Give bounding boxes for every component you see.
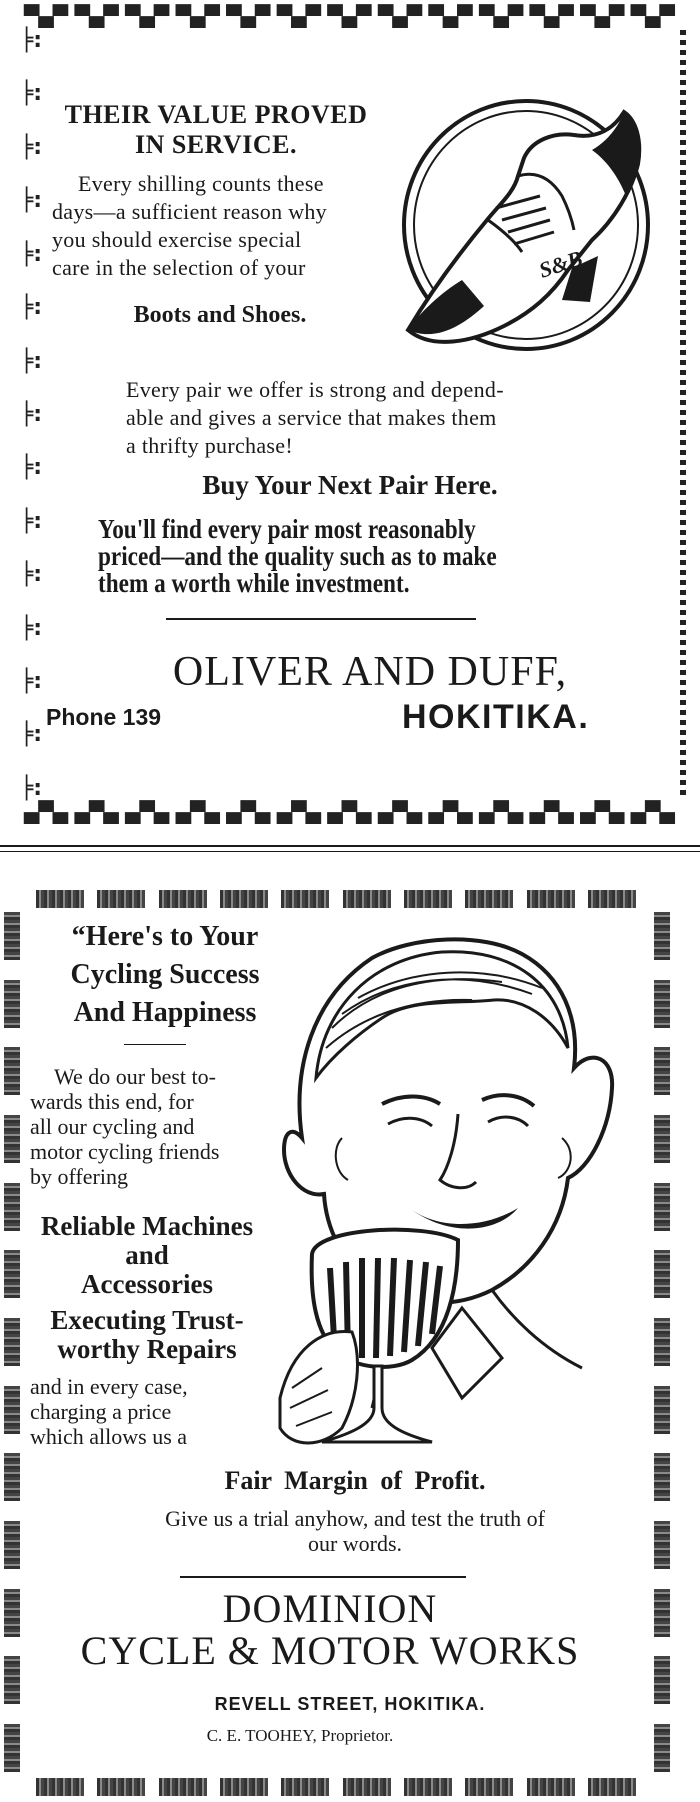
- body-paragraph: [126, 376, 646, 460]
- ornament: ▄▀▄: [630, 800, 674, 824]
- trial-paragraph: [60, 1506, 650, 1556]
- body-line: able and gives a service that makes them: [126, 405, 497, 430]
- border-block: [527, 890, 575, 908]
- ornament: ╞:: [20, 188, 43, 214]
- ornament: ▀▄▀: [226, 4, 270, 28]
- ornament: ▄▀▄: [175, 800, 219, 824]
- short-divider: [124, 1044, 186, 1045]
- border-block: [281, 890, 329, 908]
- headline-line: Cycling Success: [70, 959, 260, 990]
- ornament: ╞:: [20, 134, 43, 160]
- border-block: [654, 1250, 670, 1298]
- intro-line: We do our best to-: [54, 1064, 216, 1089]
- ornament: ▀▄▀: [74, 4, 118, 28]
- offer-line: Executing Trust-: [50, 1305, 244, 1335]
- ornament: ╞:: [20, 401, 43, 427]
- border-block: [36, 890, 84, 908]
- border-block: [654, 1589, 670, 1637]
- column-separator-rule: [0, 851, 700, 852]
- border-block: [4, 980, 20, 1028]
- intro-line: all our cycling and: [30, 1114, 195, 1139]
- ornament: ▀▄▀: [377, 4, 422, 28]
- border-block: [4, 1183, 20, 1231]
- intro-line: motor cycling friends: [30, 1139, 220, 1164]
- ornamental-border-right: [658, 30, 698, 800]
- border-block: [654, 1183, 670, 1231]
- divider-rule: [166, 618, 476, 620]
- pricing-line: charging a price: [30, 1399, 172, 1424]
- man-with-glass-illustration: [262, 928, 648, 1454]
- border-block: [97, 890, 145, 908]
- border-block: [4, 912, 20, 960]
- ornament: ▄▀▄: [580, 800, 624, 824]
- border-block: [404, 890, 452, 908]
- trial-line: Give us a trial anyhow, and test the truth of: [165, 1506, 545, 1531]
- border-block: [4, 1318, 20, 1366]
- pricing-line: which allows us a: [30, 1424, 188, 1449]
- ornament: ▀▄▀: [580, 4, 624, 28]
- border-block: [465, 1778, 513, 1796]
- ornament: ▄▀▄: [377, 800, 422, 824]
- ornament: ▀▄▀: [125, 4, 169, 28]
- intro-line: care in the selection of your: [52, 255, 306, 280]
- ornament: ▀▄▀: [529, 4, 573, 28]
- offer-line: and: [125, 1240, 169, 1270]
- ornament: ▄▀▄: [24, 800, 68, 824]
- phone-number: Phone 139: [46, 704, 162, 730]
- ornamental-border-left: [20, 30, 44, 800]
- border-block: [4, 1521, 20, 1569]
- intro-line: Every shilling counts these: [78, 171, 324, 196]
- border-block: [97, 1778, 145, 1796]
- intro-line: by offering: [30, 1164, 128, 1189]
- border-block: [654, 1453, 670, 1501]
- call-to-action: Buy Your Next Pair Here.: [202, 470, 498, 500]
- border-block: [4, 1047, 20, 1095]
- border-block: [4, 1724, 20, 1772]
- border-block: [654, 912, 670, 960]
- ornament: ╞:: [20, 348, 43, 374]
- block-border-right: [654, 912, 670, 1772]
- border-block: [654, 1047, 670, 1095]
- ornament: ▀▄▀: [327, 4, 371, 28]
- border-block: [654, 1318, 670, 1366]
- intro-line: you should exercise special: [52, 227, 302, 252]
- border-block: [159, 890, 207, 908]
- border-block: [654, 1386, 670, 1434]
- ornament: ╞:: [20, 775, 43, 801]
- pricing-paragraph: [30, 1374, 270, 1449]
- intro-paragraph: [52, 170, 392, 282]
- ornamental-border-top: [24, 6, 674, 28]
- pitch-line: priced—and the quality such as to make: [98, 541, 497, 571]
- border-block: [654, 1724, 670, 1772]
- block-border-top: [36, 890, 636, 908]
- pricing-line: and in every case,: [30, 1374, 188, 1399]
- ornament: ▄▀▄: [529, 800, 573, 824]
- border-block: [4, 1115, 20, 1163]
- ornament: ╞:: [20, 241, 43, 267]
- advertisement-oliver-and-duff: [0, 0, 700, 840]
- border-block: [4, 1250, 20, 1298]
- company-name-line-2: CYCLE & MOTOR WORKS: [80, 1628, 580, 1673]
- street-address: REVELL STREET, HOKITIKA.: [214, 1694, 486, 1714]
- ornament: ▀▄▀: [479, 4, 523, 28]
- ornamental-border-bottom: [24, 802, 674, 824]
- headline-line-1: THEIR VALUE PROVED: [64, 100, 368, 129]
- shoe-monogram: S&B: [535, 245, 586, 283]
- offer-line: Accessories: [81, 1269, 213, 1299]
- column-separator-rule: [0, 845, 700, 847]
- ornament: ▄▀▄: [125, 800, 169, 824]
- town-name: HOKITIKA.: [402, 698, 590, 736]
- offer-machines: [22, 1212, 272, 1299]
- border-block: [220, 1778, 268, 1796]
- intro-paragraph: [30, 1064, 290, 1189]
- ornament: ╞:: [20, 455, 43, 481]
- fair-margin-heading: Fair Margin of Profit.: [224, 1466, 486, 1495]
- border-block: [4, 1453, 20, 1501]
- border-block: [343, 1778, 391, 1796]
- ornament: ▄▀▄: [428, 800, 472, 824]
- body-line: a thrifty purchase!: [126, 433, 293, 458]
- shoe-illustration: [392, 80, 660, 360]
- block-border-bottom: [36, 1778, 636, 1796]
- ornament: ╞:: [20, 615, 43, 641]
- body-line: Every pair we offer is strong and depend-: [126, 377, 504, 402]
- pitch-paragraph: [98, 516, 698, 597]
- headline: [30, 918, 300, 1032]
- ornament: ╞:: [20, 722, 43, 748]
- intro-line: days—a sufficient reason why: [52, 199, 327, 224]
- ornament: ╞:: [20, 81, 43, 107]
- ornament: ╞:: [20, 295, 43, 321]
- border-block: [159, 1778, 207, 1796]
- dotted-rule: [680, 30, 686, 800]
- border-block: [654, 1115, 670, 1163]
- company-name-line-1: DOMINION: [222, 1586, 438, 1631]
- border-block: [4, 1386, 20, 1434]
- offer-line: Reliable Machines: [40, 1211, 254, 1241]
- border-block: [465, 890, 513, 908]
- border-block: [588, 1778, 636, 1796]
- headline-line-2: IN SERVICE.: [134, 130, 298, 159]
- divider-rule: [180, 1576, 466, 1578]
- company-name: OLIVER AND DUFF,: [172, 649, 568, 695]
- border-block: [220, 890, 268, 908]
- border-block: [654, 980, 670, 1028]
- ornament: ▀▄▀: [24, 4, 68, 28]
- pitch-line: them a worth while investment.: [98, 568, 410, 598]
- border-block: [654, 1521, 670, 1569]
- ornament: ▄▀▄: [226, 800, 270, 824]
- border-block: [654, 1656, 670, 1704]
- border-block: [343, 890, 391, 908]
- headline-line: And Happiness: [73, 997, 257, 1028]
- product-heading: Boots and Shoes.: [133, 302, 307, 328]
- ornament: ▄▀▄: [327, 800, 371, 824]
- ornament: ▀▄▀: [175, 4, 219, 28]
- border-block: [281, 1778, 329, 1796]
- offer-repairs: [22, 1306, 272, 1364]
- border-block: [36, 1778, 84, 1796]
- ornament: ╞:: [20, 669, 43, 695]
- offer-line: worthy Repairs: [57, 1334, 237, 1364]
- intro-line: wards this end, for: [30, 1089, 194, 1114]
- ornament: ▄▀▄: [74, 800, 118, 824]
- border-block: [527, 1778, 575, 1796]
- ornament: ▄▀▄: [276, 800, 320, 824]
- headline-line: “Here's to Your: [71, 921, 259, 952]
- ornament: ▄▀▄: [479, 800, 523, 824]
- border-block: [404, 1778, 452, 1796]
- ornament: ▀▄▀: [276, 4, 320, 28]
- headline: [46, 100, 386, 160]
- ornament: ╞:: [20, 28, 43, 53]
- trial-line: our words.: [307, 1531, 403, 1556]
- proprietor: C. E. TOOHEY, Proprietor.: [206, 1726, 394, 1745]
- pitch-line: You'll find every pair most reasonably: [98, 514, 476, 544]
- border-block: [588, 890, 636, 908]
- ornament: ▀▄▀: [630, 4, 674, 28]
- ornament: ╞:: [20, 508, 43, 534]
- ornament: ▀▄▀: [428, 4, 472, 28]
- ornament: ╞:: [20, 562, 43, 588]
